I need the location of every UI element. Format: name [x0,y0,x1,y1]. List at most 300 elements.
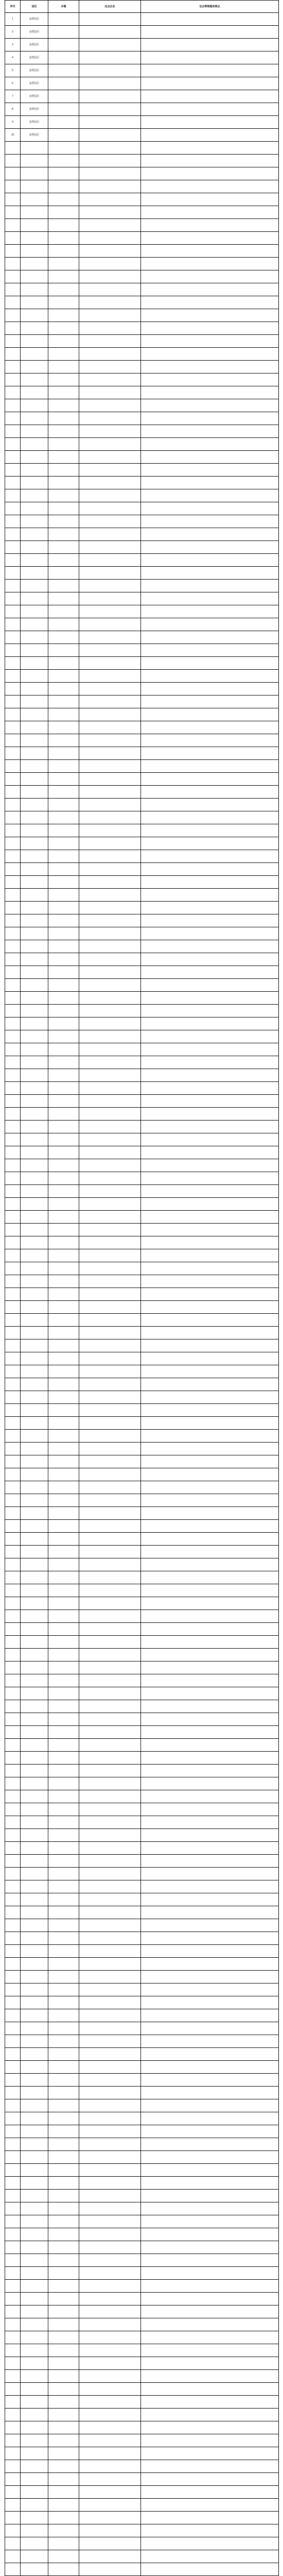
cell-outlet [141,1288,279,1301]
cell-no [5,1507,21,1520]
cell-town [48,2267,79,2280]
cell-county [21,811,48,824]
cell-outlet [141,502,279,515]
cell-outlet [141,2125,279,2138]
cell-no [5,1726,21,1739]
cell-outlet [141,1133,279,1146]
cell-outlet [141,1713,279,1726]
cell-outlet [141,1378,279,1391]
table-row [5,2460,279,2473]
cell-town [48,90,79,103]
cell-outlet [141,876,279,889]
cell-no [5,1880,21,1893]
table-row [5,902,279,914]
cell-outlet [141,335,279,348]
cell-town [48,1365,79,1378]
table-row [5,1842,279,1855]
cell-county [21,2112,48,2125]
cell-town [48,2421,79,2434]
table-row [5,554,279,567]
cell-outlet [141,1146,279,1159]
cell-outlet [141,142,279,155]
cell-outlet [141,283,279,296]
cell-county [21,2421,48,2434]
cell-enterprise [79,1056,141,1069]
cell-town [48,592,79,605]
cell-enterprise [79,245,141,258]
cell-town [48,1700,79,1713]
cell-outlet [141,734,279,747]
cell-county [21,142,48,155]
cell-enterprise [79,129,141,142]
cell-county [21,270,48,283]
cell-no: 6 [5,77,21,90]
cell-county [21,1777,48,1790]
table-row [5,1558,279,1571]
cell-no [5,773,21,786]
table-row [5,167,279,180]
cell-town [48,1752,79,1765]
cell-enterprise [79,1610,141,1623]
cell-enterprise [79,258,141,270]
cell-outlet [141,1919,279,1932]
table-row [5,2318,279,2331]
cell-town [48,1533,79,1546]
cell-enterprise [79,13,141,26]
cell-enterprise [79,2074,141,2087]
cell-town [48,605,79,618]
cell-outlet [141,1236,279,1249]
cell-county: 金塔县区 [21,103,48,116]
cell-town [48,1224,79,1236]
cell-enterprise [79,1571,141,1584]
table-row [5,1391,279,1404]
cell-no [5,489,21,502]
cell-outlet [141,2022,279,2035]
table-row [5,425,279,438]
table-row [5,2267,279,2280]
cell-outlet [141,1932,279,1945]
table-row [5,2293,279,2306]
cell-outlet [141,2486,279,2499]
cell-no [5,1030,21,1043]
cell-county [21,1597,48,1610]
cell-outlet [141,1494,279,1507]
cell-county [21,1108,48,1121]
cell-town [48,103,79,116]
cell-outlet [141,580,279,592]
table-row [5,773,279,786]
header-enterprise: 定点企业 [79,1,141,13]
table-row [5,2396,279,2409]
cell-outlet [141,850,279,863]
cell-enterprise [79,399,141,412]
cell-no [5,786,21,799]
cell-county [21,2409,48,2421]
cell-enterprise [79,1275,141,1288]
cell-town [48,2125,79,2138]
table-row [5,1700,279,1713]
cell-enterprise [79,2409,141,2421]
cell-county [21,2550,48,2563]
table-row [5,77,279,90]
cell-enterprise [79,2061,141,2074]
cell-county [21,1018,48,1030]
cell-enterprise [79,1520,141,1533]
cell-enterprise [79,2177,141,2190]
table-row [5,451,279,464]
cell-enterprise [79,1546,141,1558]
cell-enterprise [79,644,141,657]
table-row [5,760,279,773]
cell-enterprise [79,605,141,618]
table-row [5,2280,279,2293]
cell-no [5,889,21,902]
cell-enterprise [79,708,141,721]
table-row [5,1262,279,1275]
cell-enterprise [79,322,141,335]
cell-enterprise [79,631,141,644]
cell-county [21,940,48,953]
cell-enterprise [79,1687,141,1700]
table-row [5,1352,279,1365]
table-row [5,1417,279,1430]
cell-outlet [141,2306,279,2318]
cell-town [48,837,79,850]
table-row [5,2383,279,2396]
cell-town [48,1352,79,1365]
cell-outlet [141,129,279,142]
cell-enterprise [79,2421,141,2434]
cell-county [21,528,48,541]
cell-county [21,1301,48,1314]
cell-town [48,1739,79,1752]
cell-enterprise [79,1082,141,1095]
table-row [5,541,279,554]
cell-enterprise [79,889,141,902]
cell-outlet [141,1430,279,1443]
cell-no [5,580,21,592]
cell-enterprise [79,786,141,799]
cell-outlet [141,2048,279,2061]
cell-county [21,1005,48,1018]
cell-enterprise [79,1430,141,1443]
cell-enterprise [79,863,141,876]
cell-county [21,1056,48,1069]
cell-county [21,1262,48,1275]
cell-no [5,1082,21,1095]
table-row [5,2202,279,2215]
table-row [5,940,279,953]
cell-enterprise [79,2267,141,2280]
cell-outlet [141,940,279,953]
cell-outlet [141,837,279,850]
cell-town [48,1507,79,1520]
table-row [5,1533,279,1546]
cell-town [48,425,79,438]
cell-town [48,1662,79,1674]
table-row [5,1146,279,1159]
cell-county [21,966,48,979]
cell-county: 金塔县区 [21,13,48,26]
table-row [5,889,279,902]
cell-enterprise [79,1391,141,1404]
table-row [5,90,279,103]
cell-outlet [141,1340,279,1352]
cell-county [21,1919,48,1932]
cell-county [21,399,48,412]
cell-no [5,683,21,696]
cell-outlet [141,811,279,824]
cell-county [21,2383,48,2396]
cell-no [5,1494,21,1507]
cell-enterprise [79,2563,141,2576]
cell-county [21,592,48,605]
cell-town [48,438,79,451]
cell-enterprise [79,799,141,811]
cell-town [48,1687,79,1700]
cell-outlet [141,902,279,914]
cell-town [48,657,79,670]
cell-enterprise [79,2293,141,2306]
cell-county [21,464,48,477]
table-row [5,1636,279,1649]
cell-enterprise [79,2537,141,2550]
cell-outlet [141,2228,279,2241]
cell-town [48,1996,79,2009]
cell-no [5,1327,21,1340]
table-row [5,1108,279,1121]
cell-no [5,1288,21,1301]
cell-county [21,1662,48,1674]
cell-no [5,1249,21,1262]
cell-outlet [141,2357,279,2370]
cell-no [5,708,21,721]
cell-no [5,2048,21,2061]
cell-no [5,2344,21,2357]
cell-enterprise [79,721,141,734]
cell-town [48,64,79,77]
cell-town [48,786,79,799]
cell-county [21,696,48,708]
cell-county [21,2524,48,2537]
cell-enterprise [79,811,141,824]
cell-county [21,1146,48,1159]
cell-enterprise [79,1236,141,1249]
cell-outlet [141,1275,279,1288]
cell-enterprise [79,1481,141,1494]
cell-no [5,309,21,322]
cell-enterprise [79,528,141,541]
cell-outlet [141,2177,279,2190]
cell-enterprise [79,90,141,103]
cell-county [21,180,48,193]
table-row [5,361,279,374]
table-row [5,2254,279,2267]
cell-no [5,2383,21,2396]
cell-outlet [141,2499,279,2512]
cell-town [48,966,79,979]
cell-no [5,979,21,992]
cell-enterprise [79,670,141,683]
cell-enterprise [79,1030,141,1043]
cell-county [21,837,48,850]
cell-town [48,1893,79,1906]
cell-no [5,2473,21,2486]
cell-enterprise [79,1146,141,1159]
cell-no [5,747,21,760]
table-row [5,927,279,940]
cell-enterprise [79,2009,141,2022]
cell-enterprise [79,2215,141,2228]
cell-enterprise [79,1649,141,1662]
cell-outlet [141,348,279,361]
cell-town [48,1790,79,1803]
cell-county [21,1533,48,1546]
cell-county [21,1340,48,1352]
table-header-row [5,1,279,13]
cell-town [48,2537,79,2550]
cell-town [48,902,79,914]
cell-outlet [141,90,279,103]
table-row [5,979,279,992]
cell-county [21,502,48,515]
cell-no [5,1893,21,1906]
table-row [5,1327,279,1340]
cell-outlet [141,1108,279,1121]
cell-outlet [141,2074,279,2087]
cell-enterprise [79,2486,141,2499]
cell-county [21,155,48,167]
table-row [5,1301,279,1314]
cell-county [21,193,48,206]
cell-county [21,1030,48,1043]
cell-outlet [141,747,279,760]
cell-town [48,1494,79,1507]
table-row [5,283,279,296]
cell-county [21,1842,48,1855]
cell-no [5,258,21,270]
table-row [5,2138,279,2151]
cell-town [48,2022,79,2035]
cell-no [5,412,21,425]
cell-town [48,2486,79,2499]
table-row [5,863,279,876]
cell-no [5,1777,21,1790]
cell-county [21,1752,48,1765]
cell-outlet [141,477,279,489]
cell-county [21,1391,48,1404]
cell-outlet [141,219,279,232]
cell-enterprise [79,2254,141,2267]
cell-outlet [141,1391,279,1404]
table-row [5,1095,279,1108]
cell-county [21,1443,48,1455]
cell-no [5,1597,21,1610]
cell-county [21,1121,48,1133]
cell-no [5,1391,21,1404]
cell-enterprise [79,683,141,696]
cell-outlet [141,2241,279,2254]
cell-no [5,811,21,824]
cell-county [21,2087,48,2099]
cell-county [21,1713,48,1726]
cell-enterprise [79,1597,141,1610]
table-row [5,477,279,489]
cell-county [21,683,48,696]
table-row [5,2190,279,2202]
cell-enterprise [79,1340,141,1352]
cell-county: 金塔县区 [21,116,48,129]
cell-town [48,1030,79,1043]
cell-enterprise [79,1893,141,1906]
cell-outlet [141,528,279,541]
cell-no [5,966,21,979]
cell-town [48,1726,79,1739]
cell-outlet [141,1095,279,1108]
cell-outlet [141,1352,279,1365]
cell-county [21,2074,48,2087]
cell-outlet [141,2434,279,2447]
cell-no [5,2151,21,2164]
table-row [5,2009,279,2022]
table-row [5,1443,279,1455]
cell-county [21,1378,48,1391]
cell-enterprise [79,1327,141,1340]
table-row [5,219,279,232]
cell-county [21,1082,48,1095]
cell-no [5,2563,21,2576]
table-row [5,799,279,811]
cell-enterprise [79,2112,141,2125]
table-row [5,13,279,26]
cell-outlet [141,1159,279,1172]
table-row [5,39,279,52]
cell-town [48,219,79,232]
cell-no [5,1636,21,1649]
cell-no [5,2447,21,2460]
cell-town [48,1288,79,1301]
cell-county [21,1314,48,1327]
cell-county [21,1494,48,1507]
cell-no [5,1108,21,1121]
cell-no: 8 [5,103,21,116]
cell-town [48,760,79,773]
cell-town [48,1095,79,1108]
cell-town [48,2035,79,2048]
table-row [5,1623,279,1636]
cell-county [21,721,48,734]
cell-town [48,2280,79,2293]
cell-outlet [141,296,279,309]
cell-outlet [141,1868,279,1880]
table-row [5,1159,279,1172]
table-row [5,1687,279,1700]
cell-town [48,1056,79,1069]
cell-county [21,2035,48,2048]
table-row [5,2486,279,2499]
cell-enterprise [79,1829,141,1842]
cell-enterprise [79,1314,141,1327]
cell-no [5,2215,21,2228]
cell-county [21,1984,48,1996]
cell-enterprise [79,2280,141,2293]
cell-county [21,1803,48,1816]
cell-enterprise [79,1996,141,2009]
cell-outlet [141,451,279,464]
cell-town [48,167,79,180]
cell-town [48,708,79,721]
